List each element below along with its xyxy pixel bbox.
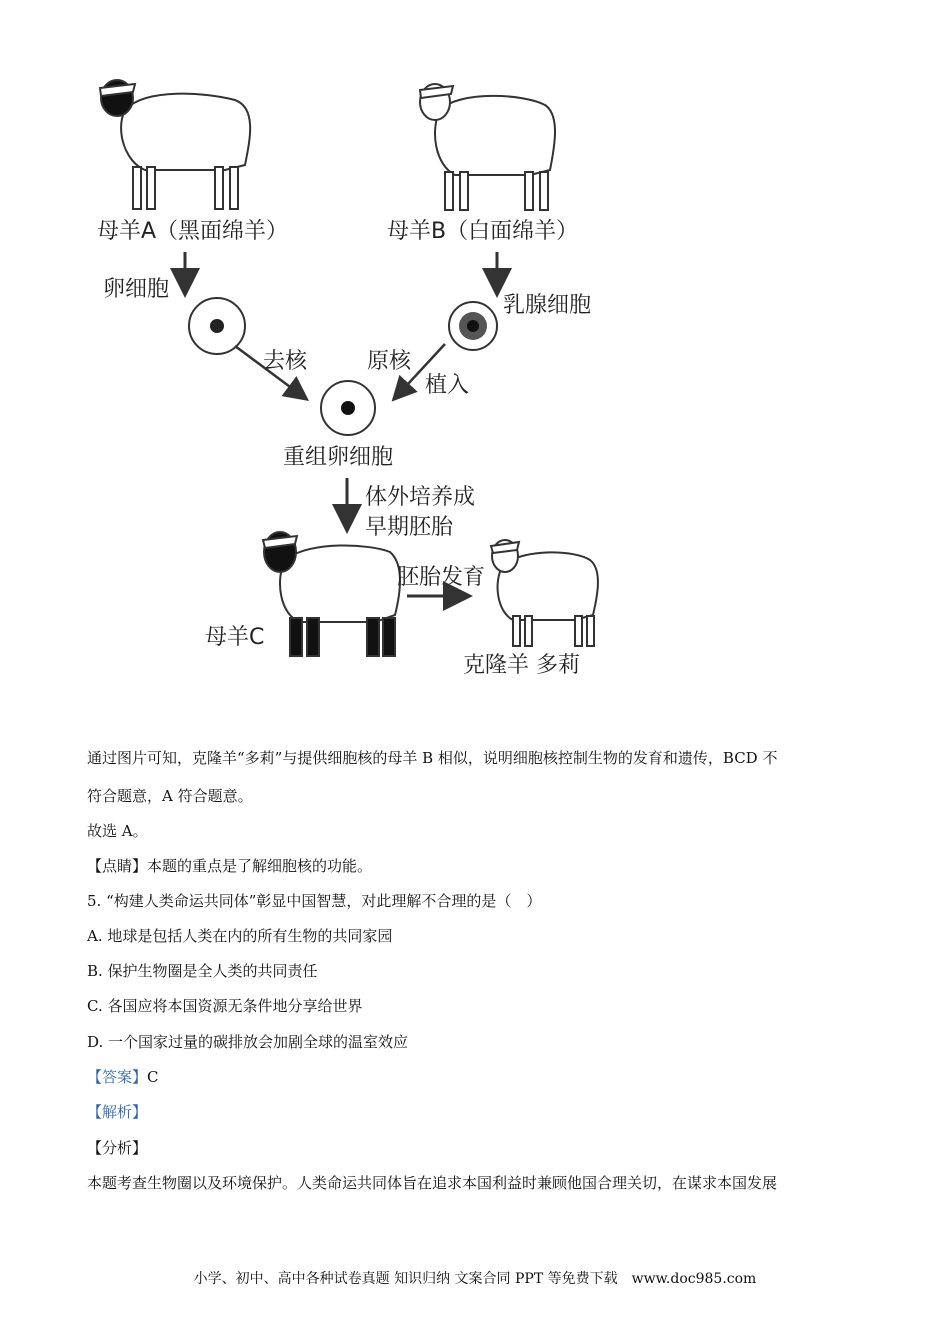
sheep-b-illustration [420, 84, 555, 210]
comment [87, 856, 372, 876]
comment-text: 本题的重点是了解细胞核的功能。 [147, 857, 373, 875]
choose-answer: 故选 A。 [87, 822, 148, 840]
culture-label-line2: 早期胚胎 [365, 515, 454, 540]
egg-cell-shape [189, 298, 245, 354]
egg-cell-label: 卵细胞 [103, 277, 170, 302]
recombined-egg-label: 重组卵细胞 [283, 445, 394, 470]
mammary-cell-shape [449, 302, 497, 350]
option-a: A. 地球是包括人类在内的所有生物的共同家园 [87, 927, 393, 945]
page-footer: 小学、初中、高中各种试卷真题 知识归纳 文案合同 PPT 等免费下载 www.doc985.com [193, 1271, 757, 1287]
original-nucleus-label: 原核 [367, 349, 412, 374]
answer-value: C [147, 1068, 159, 1086]
sheep-c-illustration [263, 532, 400, 656]
option-d: D. 一个国家过量的碳排放会加剧全球的温室效应 [87, 1033, 409, 1051]
culture-label-line1: 体外培养成 [365, 485, 476, 510]
sheep-a-label: 母羊A（黑面绵羊） [97, 219, 289, 244]
comment-bracket: 【点睛】 [87, 857, 148, 875]
sheep-b-label: 母羊B（白面绵羊） [387, 219, 579, 244]
cloning-diagram [85, 70, 625, 690]
option-c: C. 各国应将本国资源无条件地分享给世界 [87, 997, 363, 1015]
option-b: B. 保护生物圈是全人类的共同责任 [87, 962, 318, 980]
answer [87, 1067, 159, 1087]
dolly-label: 克隆羊 多莉 [463, 653, 580, 678]
sheep-c-label: 母羊C [205, 625, 265, 650]
recombined-egg-shape [321, 381, 375, 435]
cloning-diagram-svg [85, 70, 625, 690]
analysis-heading: 【解析】 [87, 1103, 148, 1121]
paragraph-line-1: 通过图片可知，克隆羊“多莉”与提供细胞核的母羊 B 相似，说明细胞核控制生物的发育和遗传，BCD 不 [87, 749, 778, 767]
mammary-cell-label: 乳腺细胞 [503, 293, 592, 318]
fenxi-heading: 【分析】 [87, 1139, 148, 1157]
paragraph-line-2: 符合题意，A 符合题意。 [87, 787, 253, 805]
remove-nucleus-label: 去核 [263, 349, 308, 374]
question-5: 5. “构建人类命运共同体”彰显中国智慧，对此理解不合理的是（ ） [87, 892, 542, 910]
implant-label: 植入 [425, 373, 470, 398]
answer-bracket: 【答案】 [87, 1068, 148, 1086]
sheep-a-illustration [100, 80, 250, 209]
dolly-illustration [491, 540, 598, 646]
analysis-text: 本题考查生物圈以及环境保护。人类命运共同体旨在追求本国利益时兼顾他国合理关切，在谋求本国发展 [87, 1174, 778, 1192]
embryo-dev-label: 胚胎发育 [397, 565, 486, 590]
